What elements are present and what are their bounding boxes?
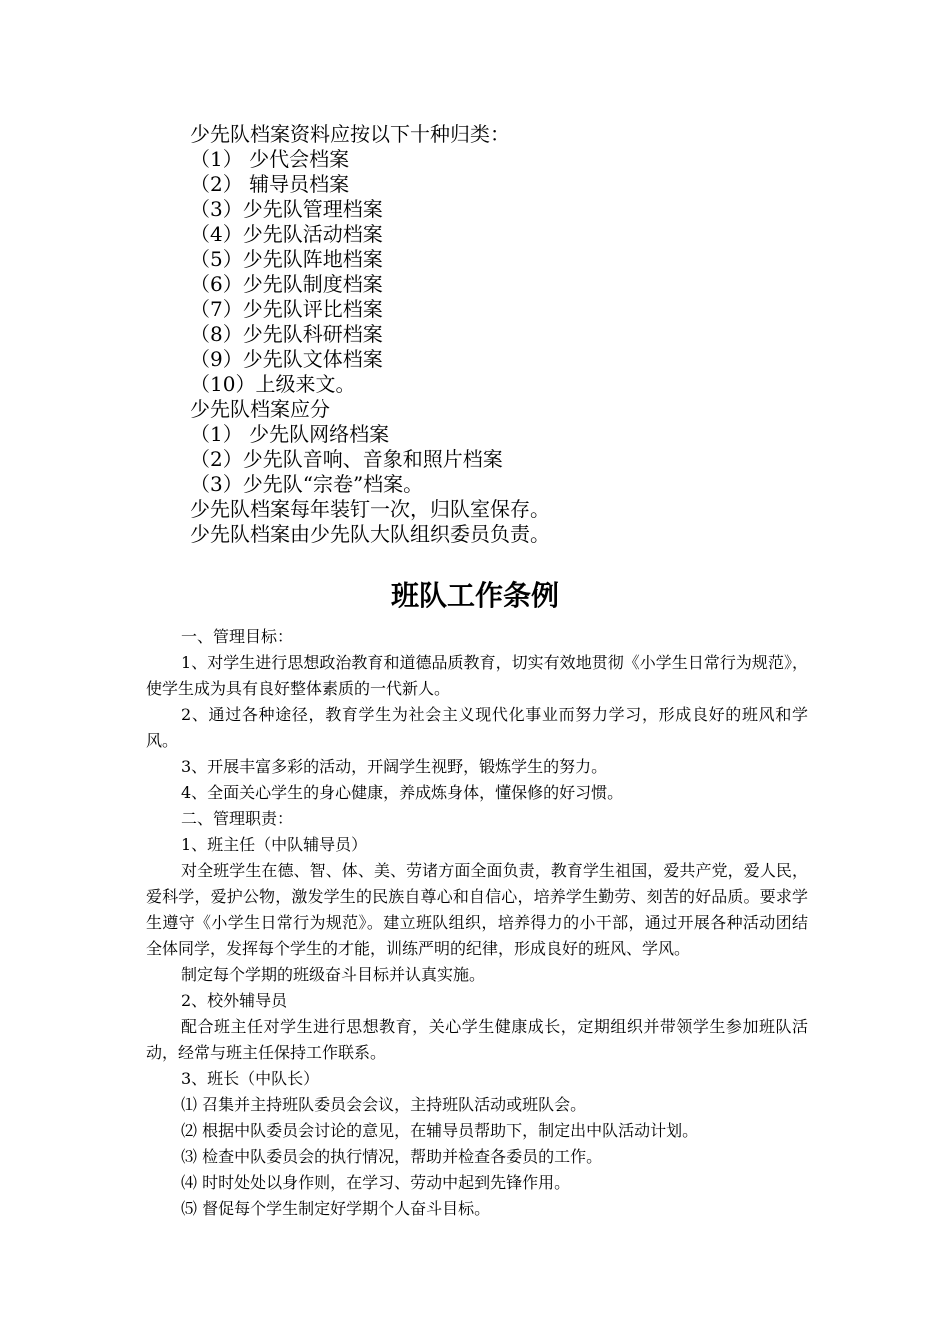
paragraph: ⑶ 检查中队委员会的执行情况，帮助并检查各委员的工作。 xyxy=(181,1147,603,1166)
archive-line: （4）少先队活动档案 xyxy=(190,222,383,246)
archive-line: （5）少先队阵地档案 xyxy=(190,247,383,271)
paragraph: ⑵ 根据中队委员会讨论的意见，在辅导员帮助下，制定出中队活动计划。 xyxy=(181,1121,699,1140)
archive-line: （2） 辅导员档案 xyxy=(190,172,350,196)
archive-line: （1） 少代会档案 xyxy=(190,147,350,171)
paragraph: 1、班主任（中队辅导员） xyxy=(181,835,368,854)
archive-line: （1） 少先队网络档案 xyxy=(190,422,390,446)
archive-line: （10）上级来文。 xyxy=(190,372,356,396)
archive-line: （6）少先队制度档案 xyxy=(190,272,383,296)
archive-line: 少先队档案由少先队大队组织委员负责。 xyxy=(190,522,550,546)
paragraph: 2、通过各种途径，教育学生为社会主义现代化事业而努力学习，形成良好的班风和学风。 xyxy=(146,705,808,750)
section-title: 班队工作条例 xyxy=(390,579,559,612)
archive-line: 少先队档案每年装钉一次，归队室保存。 xyxy=(190,497,550,521)
paragraph: 3、班长（中队长） xyxy=(181,1069,320,1088)
paragraph: 3、开展丰富多彩的活动，开阔学生视野，锻炼学生的努力。 xyxy=(181,757,608,776)
paragraph: ⑴ 召集并主持班队委员会会议，主持班队活动或班队会。 xyxy=(181,1095,587,1114)
archive-line: （3）少先队“宗卷”档案。 xyxy=(190,472,424,496)
archive-line: 少先队档案应分 xyxy=(190,397,330,421)
archive-list xyxy=(190,122,830,547)
paragraph: 二、管理职责： xyxy=(181,809,294,828)
paragraph: 一、管理目标： xyxy=(181,627,294,646)
archive-line: （8）少先队科研档案 xyxy=(190,322,383,346)
paragraph: 1、对学生进行思想政治教育和道德品质教育，切实有效地贯彻《小学生日常行为规范》，使学生成为具有良好整体素质的一代新人。 xyxy=(146,653,808,698)
archive-line: 少先队档案资料应按以下十种归类： xyxy=(190,122,510,146)
paragraph: 对全班学生在德、智、体、美、劳诸方面全面负责，教育学生祖国，爱共产党，爱人民，爱科学，爱护公物，激发学生的民族自尊心和自信心，培养学生勤劳、刻苦的好品质。要求学生遵守《小学生日常行为规范》。建立班队组织，培养得力的小干部，通过开展各种活动团结全体同学，发挥每个学生的才能，训练严明的纪律，形成良好的班风、学风。 xyxy=(146,861,808,958)
paragraph: ⑷ 时时处处以身作则，在学习、劳动中起到先锋作用。 xyxy=(181,1173,571,1192)
regulation-body xyxy=(146,624,808,1222)
paragraph: ⑸ 督促每个学生制定好学期个人奋斗目标。 xyxy=(181,1199,491,1218)
archive-line: （9）少先队文体档案 xyxy=(190,347,383,371)
paragraph: 配合班主任对学生进行思想教育，关心学生健康成长，定期组织并带领学生参加班队活动，经常与班主任保持工作联系。 xyxy=(146,1017,808,1062)
paragraph: 4、全面关心学生的身心健康，养成炼身体，懂保修的好习惯。 xyxy=(181,783,624,802)
archive-line: （7）少先队评比档案 xyxy=(190,297,383,321)
paragraph: 制定每个学期的班级奋斗目标并认真实施。 xyxy=(181,965,486,984)
archive-line: （3）少先队管理档案 xyxy=(190,197,383,221)
paragraph: 2、校外辅导员 xyxy=(181,991,288,1010)
archive-line: （2）少先队音响、音象和照片档案 xyxy=(190,447,503,471)
